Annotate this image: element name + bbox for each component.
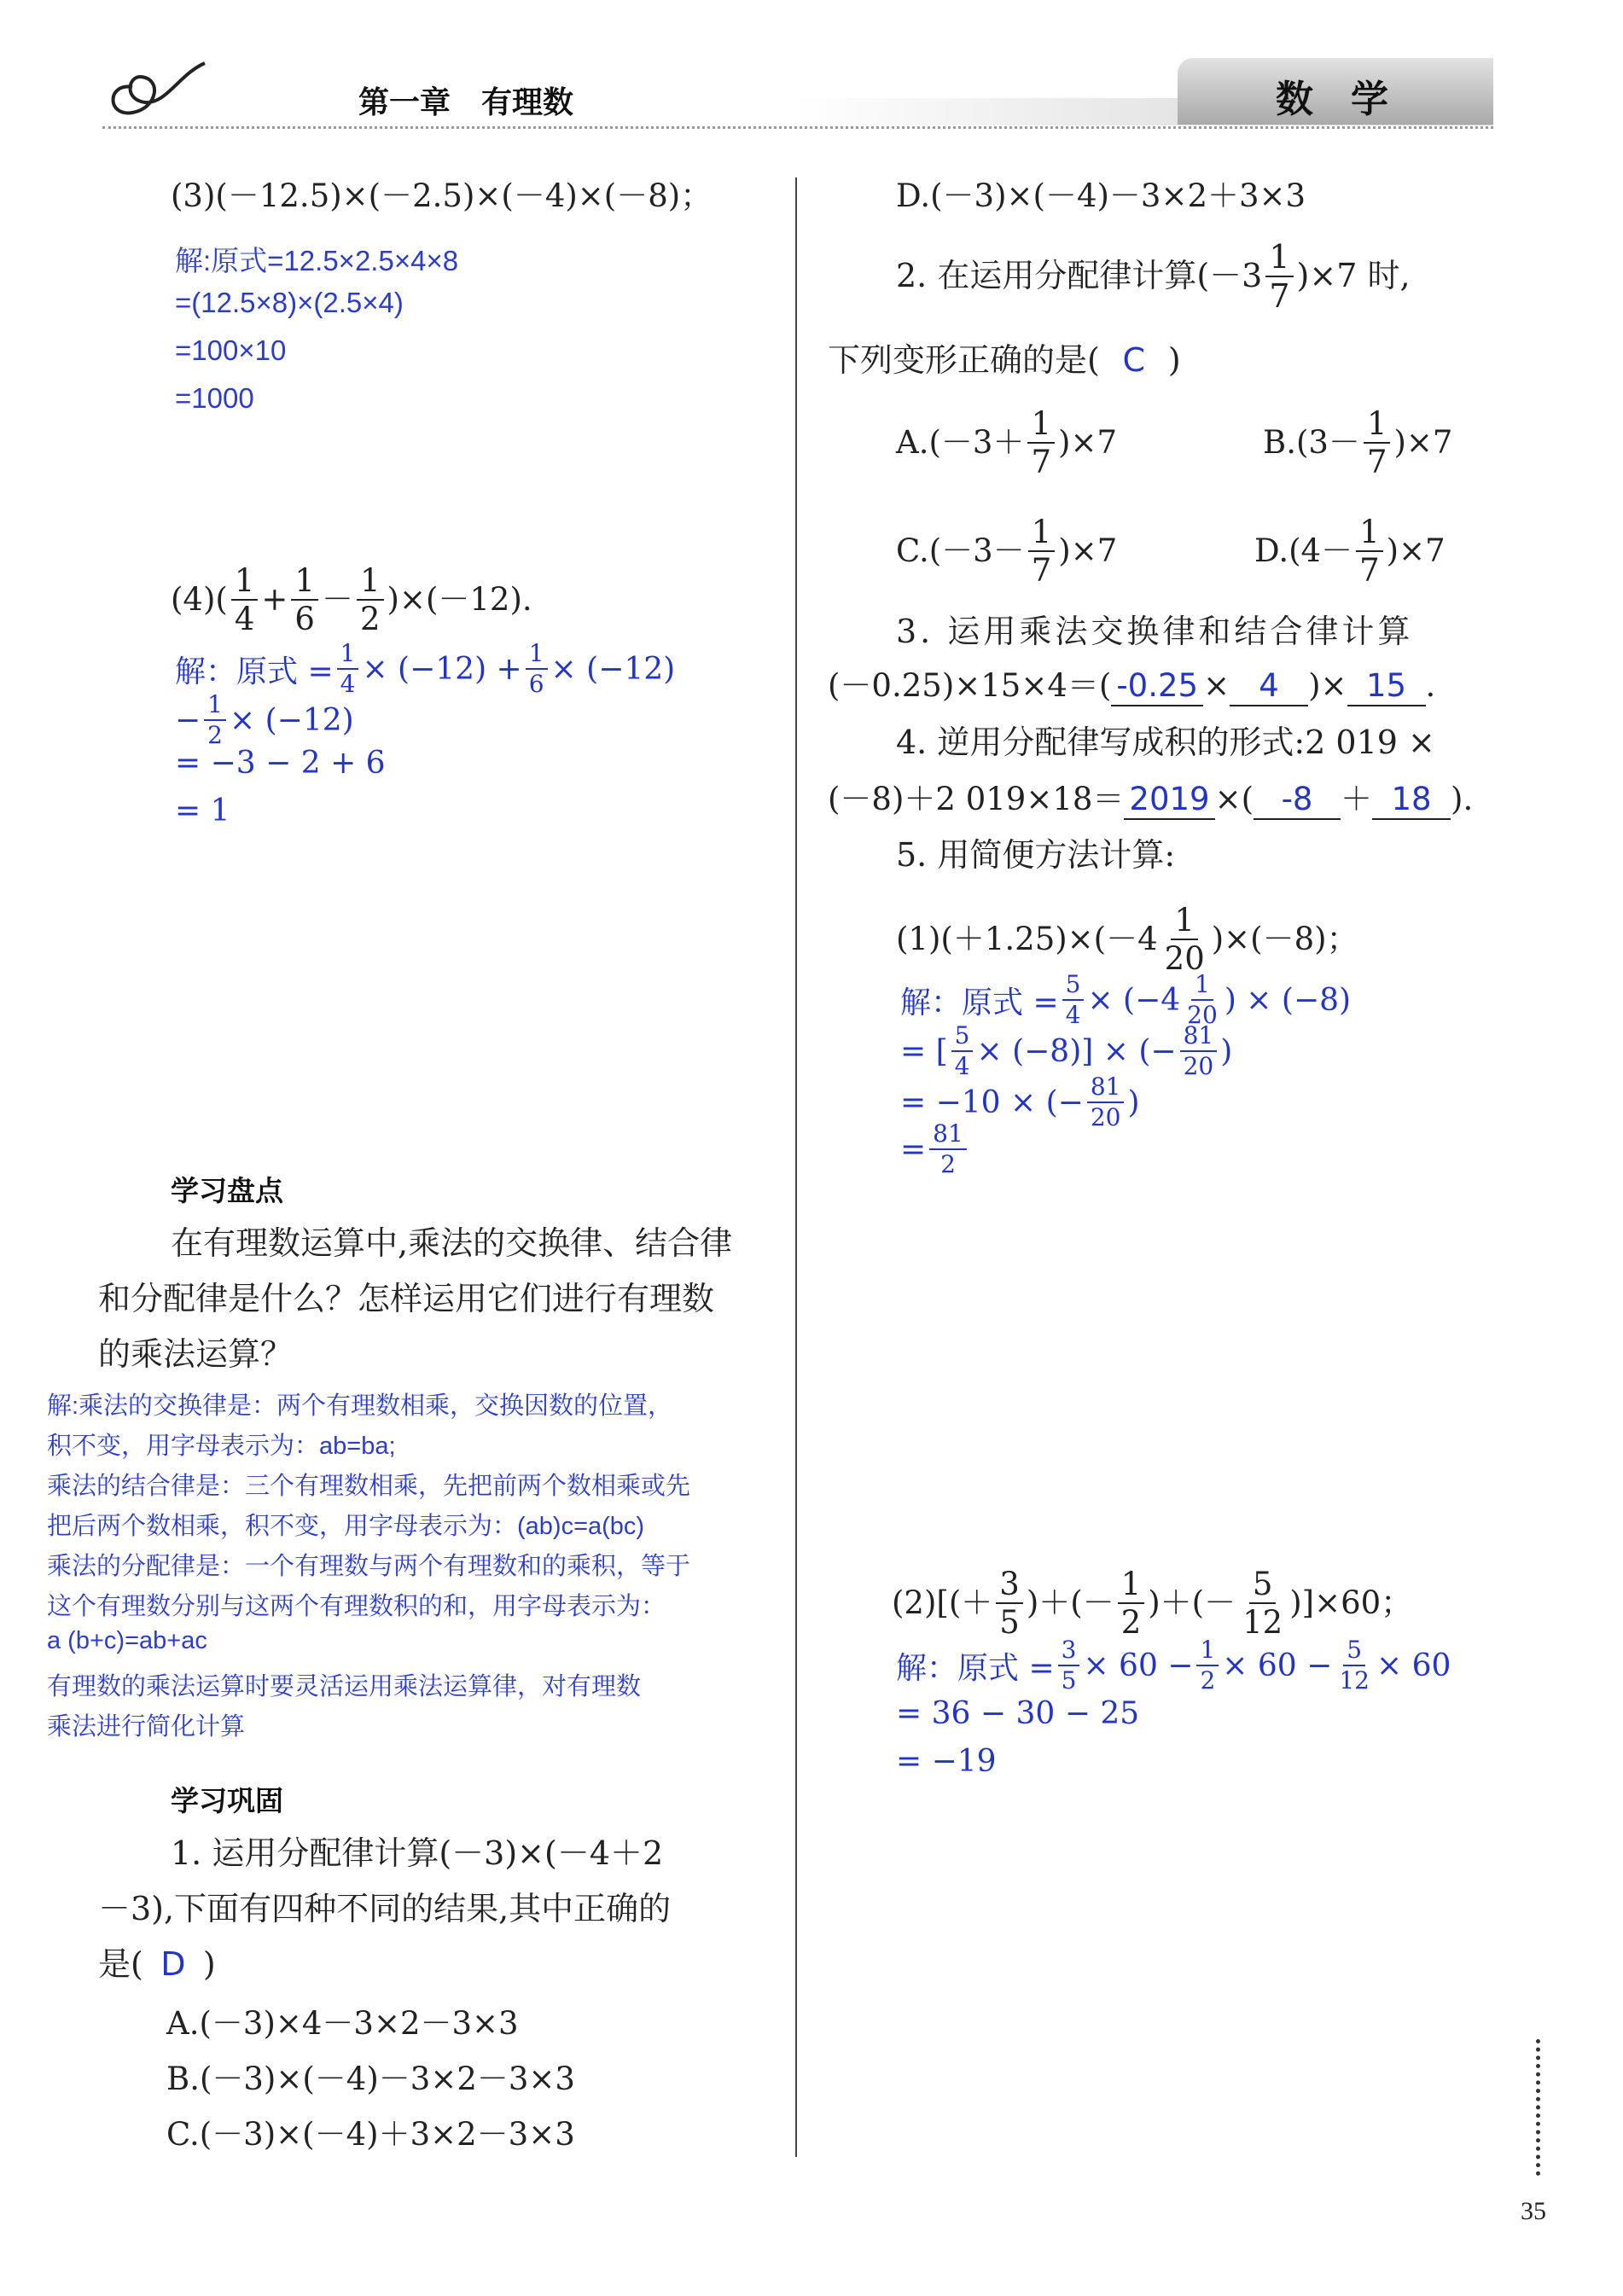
q4-blank-3: 18 bbox=[1372, 781, 1451, 820]
q4-blank-1: 2019 bbox=[1124, 781, 1214, 820]
q3-blank-1: -0.25 bbox=[1111, 667, 1203, 706]
left-q4-answer-2: − $\frac{1}{2}$ × (−12) bbox=[175, 690, 354, 749]
consolidate-option-c: C.(－3)×(－4)＋3×2－3×3 bbox=[166, 2116, 575, 2153]
right-q5-p2-answer-3: = −19 bbox=[896, 1744, 997, 1779]
left-q4-answer-4: = 1 bbox=[175, 793, 230, 828]
review-answer-7: a (b+c)=ab+ac bbox=[47, 1627, 207, 1654]
fraction: 1 7 bbox=[1265, 241, 1293, 312]
consolidate-option-a: A.(－3)×4－3×2－3×3 bbox=[166, 2005, 519, 2042]
right-q5-p1-answer-3: = −10 × (− $\frac{81}{20}$ ) bbox=[900, 1072, 1140, 1131]
left-q3-step-3: =100×10 bbox=[175, 334, 287, 366]
fraction: 1 2 bbox=[357, 565, 384, 635]
right-q3-line-2: (－0.25)×15×4＝( -0.25 × 4 )× 15 . bbox=[828, 667, 1435, 706]
review-answer-2: 积不变，用字母表示为：ab=ba; bbox=[47, 1433, 396, 1460]
q1-answer: D bbox=[160, 1945, 186, 1983]
review-answer-5: 乘法的分配律是：一个有理数与两个有理数和的乘积，等于 bbox=[47, 1553, 691, 1580]
q3-blank-2: 4 bbox=[1230, 667, 1308, 706]
right-q5-title: 5. 用简便方法计算: bbox=[896, 836, 1176, 874]
right-option-d: D.(－3)×(－4)－3×2＋3×3 bbox=[896, 177, 1306, 214]
right-q2-line-1: 2. 在运用分配律计算(－3 1 7 )×7 时, bbox=[896, 238, 1411, 315]
review-answer-4: 把后两个数相乘，积不变，用字母表示为：(ab)c=a(bc) bbox=[47, 1513, 645, 1540]
right-q5-p2-answer-1: 解：原式 = $\frac{3}{5}$ × 60 − $\frac{1}{2}$ × 60 − $\frac{5}{12}$ × 60 bbox=[896, 1636, 1451, 1694]
review-line-1: 在有理数运算中,乘法的交换律、结合律 bbox=[171, 1224, 733, 1262]
footer-dots bbox=[1536, 2039, 1540, 2176]
review-line-3: 的乘法运算？ bbox=[98, 1335, 294, 1373]
right-q5-p1-answer-2: = [ $\frac{5}{4}$ × (−8)] × (− $\frac{81}{20}$ ) bbox=[900, 1021, 1233, 1080]
review-answer-8: 有理数的乘法运算时要灵活运用乘法运算律，对有理数 bbox=[47, 1673, 642, 1700]
consolidate-option-b: B.(－3)×(－4)－3×2－3×3 bbox=[166, 2061, 575, 2097]
logo-icon bbox=[98, 53, 209, 121]
subject-title: 数 学 bbox=[1276, 78, 1388, 121]
right-q2-option-d: D.(4－ 1 7 )×7 bbox=[1254, 514, 1446, 589]
header-rule bbox=[102, 126, 1493, 129]
left-q4-answer-3: = −3 − 2 + 6 bbox=[175, 746, 386, 781]
right-q3-line-1: 3. 运用乘法交换律和结合律计算 bbox=[896, 613, 1414, 650]
right-q2-option-b: B.(3－ 1 7 )×7 bbox=[1263, 405, 1453, 480]
consolidate-q1-line-3: 是( D ) bbox=[98, 1945, 216, 1983]
left-q3-step-2: =(12.5×8)×(2.5×4) bbox=[175, 287, 404, 318]
review-answer-1: 解:乘法的交换律是：两个有理数相乘，交换因数的位置， bbox=[47, 1392, 673, 1420]
review-answer-3: 乘法的结合律是：三个有理数相乘，先把前两个数相乘或先 bbox=[47, 1473, 691, 1500]
q2-answer: C bbox=[1122, 341, 1146, 379]
review-line-2: 和分配律是什么？怎样运用它们进行有理数 bbox=[98, 1280, 715, 1317]
left-q3-problem: (3)(－12.5)×(－2.5)×(－4)×(－8)； bbox=[171, 177, 713, 214]
column-divider bbox=[795, 177, 797, 2157]
fraction: 1 4 bbox=[231, 565, 259, 635]
consolidate-q1-line-1: 1. 运用分配律计算(－3)×(－4＋2 bbox=[171, 1834, 664, 1872]
page-number: 35 bbox=[1521, 2197, 1546, 2225]
review-section-title: 学习盘点 bbox=[171, 1174, 283, 1207]
consolidate-q1-line-2: －3),下面有四种不同的结果,其中正确的 bbox=[98, 1890, 672, 1927]
right-q2-option-a: A.(－3＋ 1 7 )×7 bbox=[896, 405, 1117, 480]
right-q5-p1-answer-1: 解：原式 = $\frac{5}{4}$ × (−4 1 20 ) × (−8) bbox=[900, 970, 1352, 1029]
left-q3-step-1: 解:原式=12.5×2.5×4×8 bbox=[175, 245, 459, 276]
right-q5-part-1: (1)(＋1.25)×(－4 1 20 )×(－8)； bbox=[896, 902, 1358, 977]
right-q5-p1-answer-4: = $\frac{81}{2}$ bbox=[900, 1122, 970, 1177]
right-q5-part-2: (2)[(＋ 3 5 )＋(－ 1 2 )＋(－ 5 12 )]×60； bbox=[892, 1566, 1413, 1641]
chapter-title: 第一章 有理数 bbox=[358, 85, 574, 120]
left-q4-problem: (4)( 1 4 + $\frac{1}{6}$ － 1 2 )×(－12). bbox=[171, 562, 532, 637]
left-q3-step-4: =1000 bbox=[175, 382, 254, 414]
right-q5-p2-answer-2: = 36 − 30 − 25 bbox=[896, 1696, 1140, 1731]
fraction: $\frac{1}{6}$ bbox=[291, 565, 318, 635]
review-answer-9: 乘法进行简化计算 bbox=[47, 1713, 246, 1741]
review-answer-6: 这个有理数分别与这两个有理数积的和，用字母表示为： bbox=[47, 1593, 666, 1620]
consolidate-section-title: 学习巩固 bbox=[171, 1784, 283, 1817]
right-q4-line-2: (－8)＋2 019×18＝ 2019 ×( -8 ＋ 18 ). bbox=[828, 781, 1473, 820]
right-q2-line-2: 下列变形正确的是( C ) bbox=[828, 341, 1181, 379]
right-q2-option-c: C.(－3－ 1 7 )×7 bbox=[896, 514, 1118, 589]
right-q4-line-1: 4. 逆用分配律写成积的形式:2 019 × bbox=[896, 724, 1435, 761]
q3-blank-3: 15 bbox=[1347, 667, 1426, 706]
header bbox=[0, 0, 1623, 137]
left-q4-answer-1: 解：原式 = $\frac{1}{4}$ × (−12) + $\frac{1}{6}$ × (−12) bbox=[175, 639, 676, 698]
q4-blank-2: -8 bbox=[1254, 781, 1341, 820]
